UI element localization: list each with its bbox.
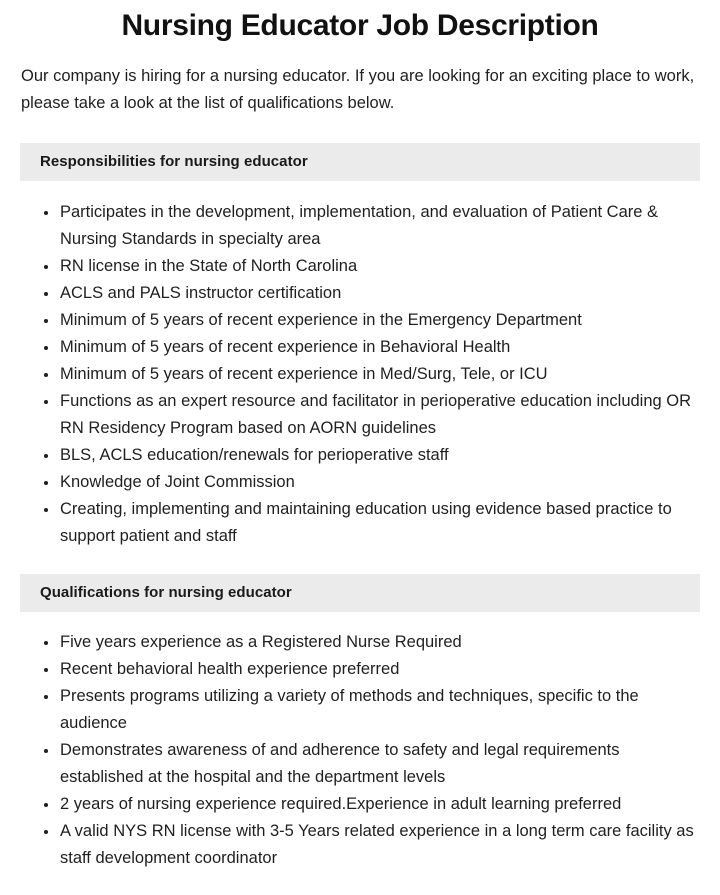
list-item: Minimum of 5 years of recent experience in the Emergency Department: [44, 307, 698, 334]
section-responsibilities: [0, 143, 720, 550]
list-item: Minimum of 5 years of recent experience in Behavioral Health: [44, 334, 698, 361]
section-qualifications: [0, 574, 720, 872]
list-item: Five years experience as a Registered Nurse Required: [44, 629, 698, 656]
list-item: Participates in the development, implementation, and evaluation of Patient Care & Nursing Standards in specialty area: [44, 199, 698, 253]
list-item: 2 years of nursing experience required.Experience in adult learning preferred: [44, 791, 698, 818]
qualifications-list: [0, 612, 720, 872]
responsibilities-list: [0, 181, 720, 550]
list-item: Recent behavioral health experience preferred: [44, 656, 698, 683]
list-item: Demonstrates awareness of and adherence to safety and legal requirements established at the hospital and the department levels: [44, 737, 698, 791]
list-item: Knowledge of Joint Commission: [44, 469, 698, 496]
list-item: RN license in the State of North Carolina: [44, 253, 698, 280]
intro-paragraph: Our company is hiring for a nursing educator. If you are looking for an exciting place to work, please take a look at the list of qualifications below.: [21, 67, 695, 112]
section-header-responsibilities: Responsibilities for nursing educator: [20, 143, 700, 181]
list-item: A valid NYS RN license with 3-5 Years related experience in a long term care facility as staff development coordinator: [44, 818, 698, 872]
list-item: ACLS and PALS instructor certification: [44, 280, 698, 307]
list-item: Minimum of 5 years of recent experience in Med/Surg, Tele, or ICU: [44, 361, 698, 388]
list-item: Functions as an expert resource and facilitator in perioperative education including OR RN Residency Program based on AORN guidelines: [44, 388, 698, 442]
list-item: BLS, ACLS education/renewals for perioperative staff: [44, 442, 698, 469]
page-title: Nursing Educator Job Description: [121, 9, 599, 42]
list-item: Presents programs utilizing a variety of methods and techniques, specific to the audience: [44, 683, 698, 737]
section-header-qualifications: Qualifications for nursing educator: [20, 574, 700, 612]
list-item: Creating, implementing and maintaining education using evidence based practice to support patient and staff: [44, 496, 698, 550]
